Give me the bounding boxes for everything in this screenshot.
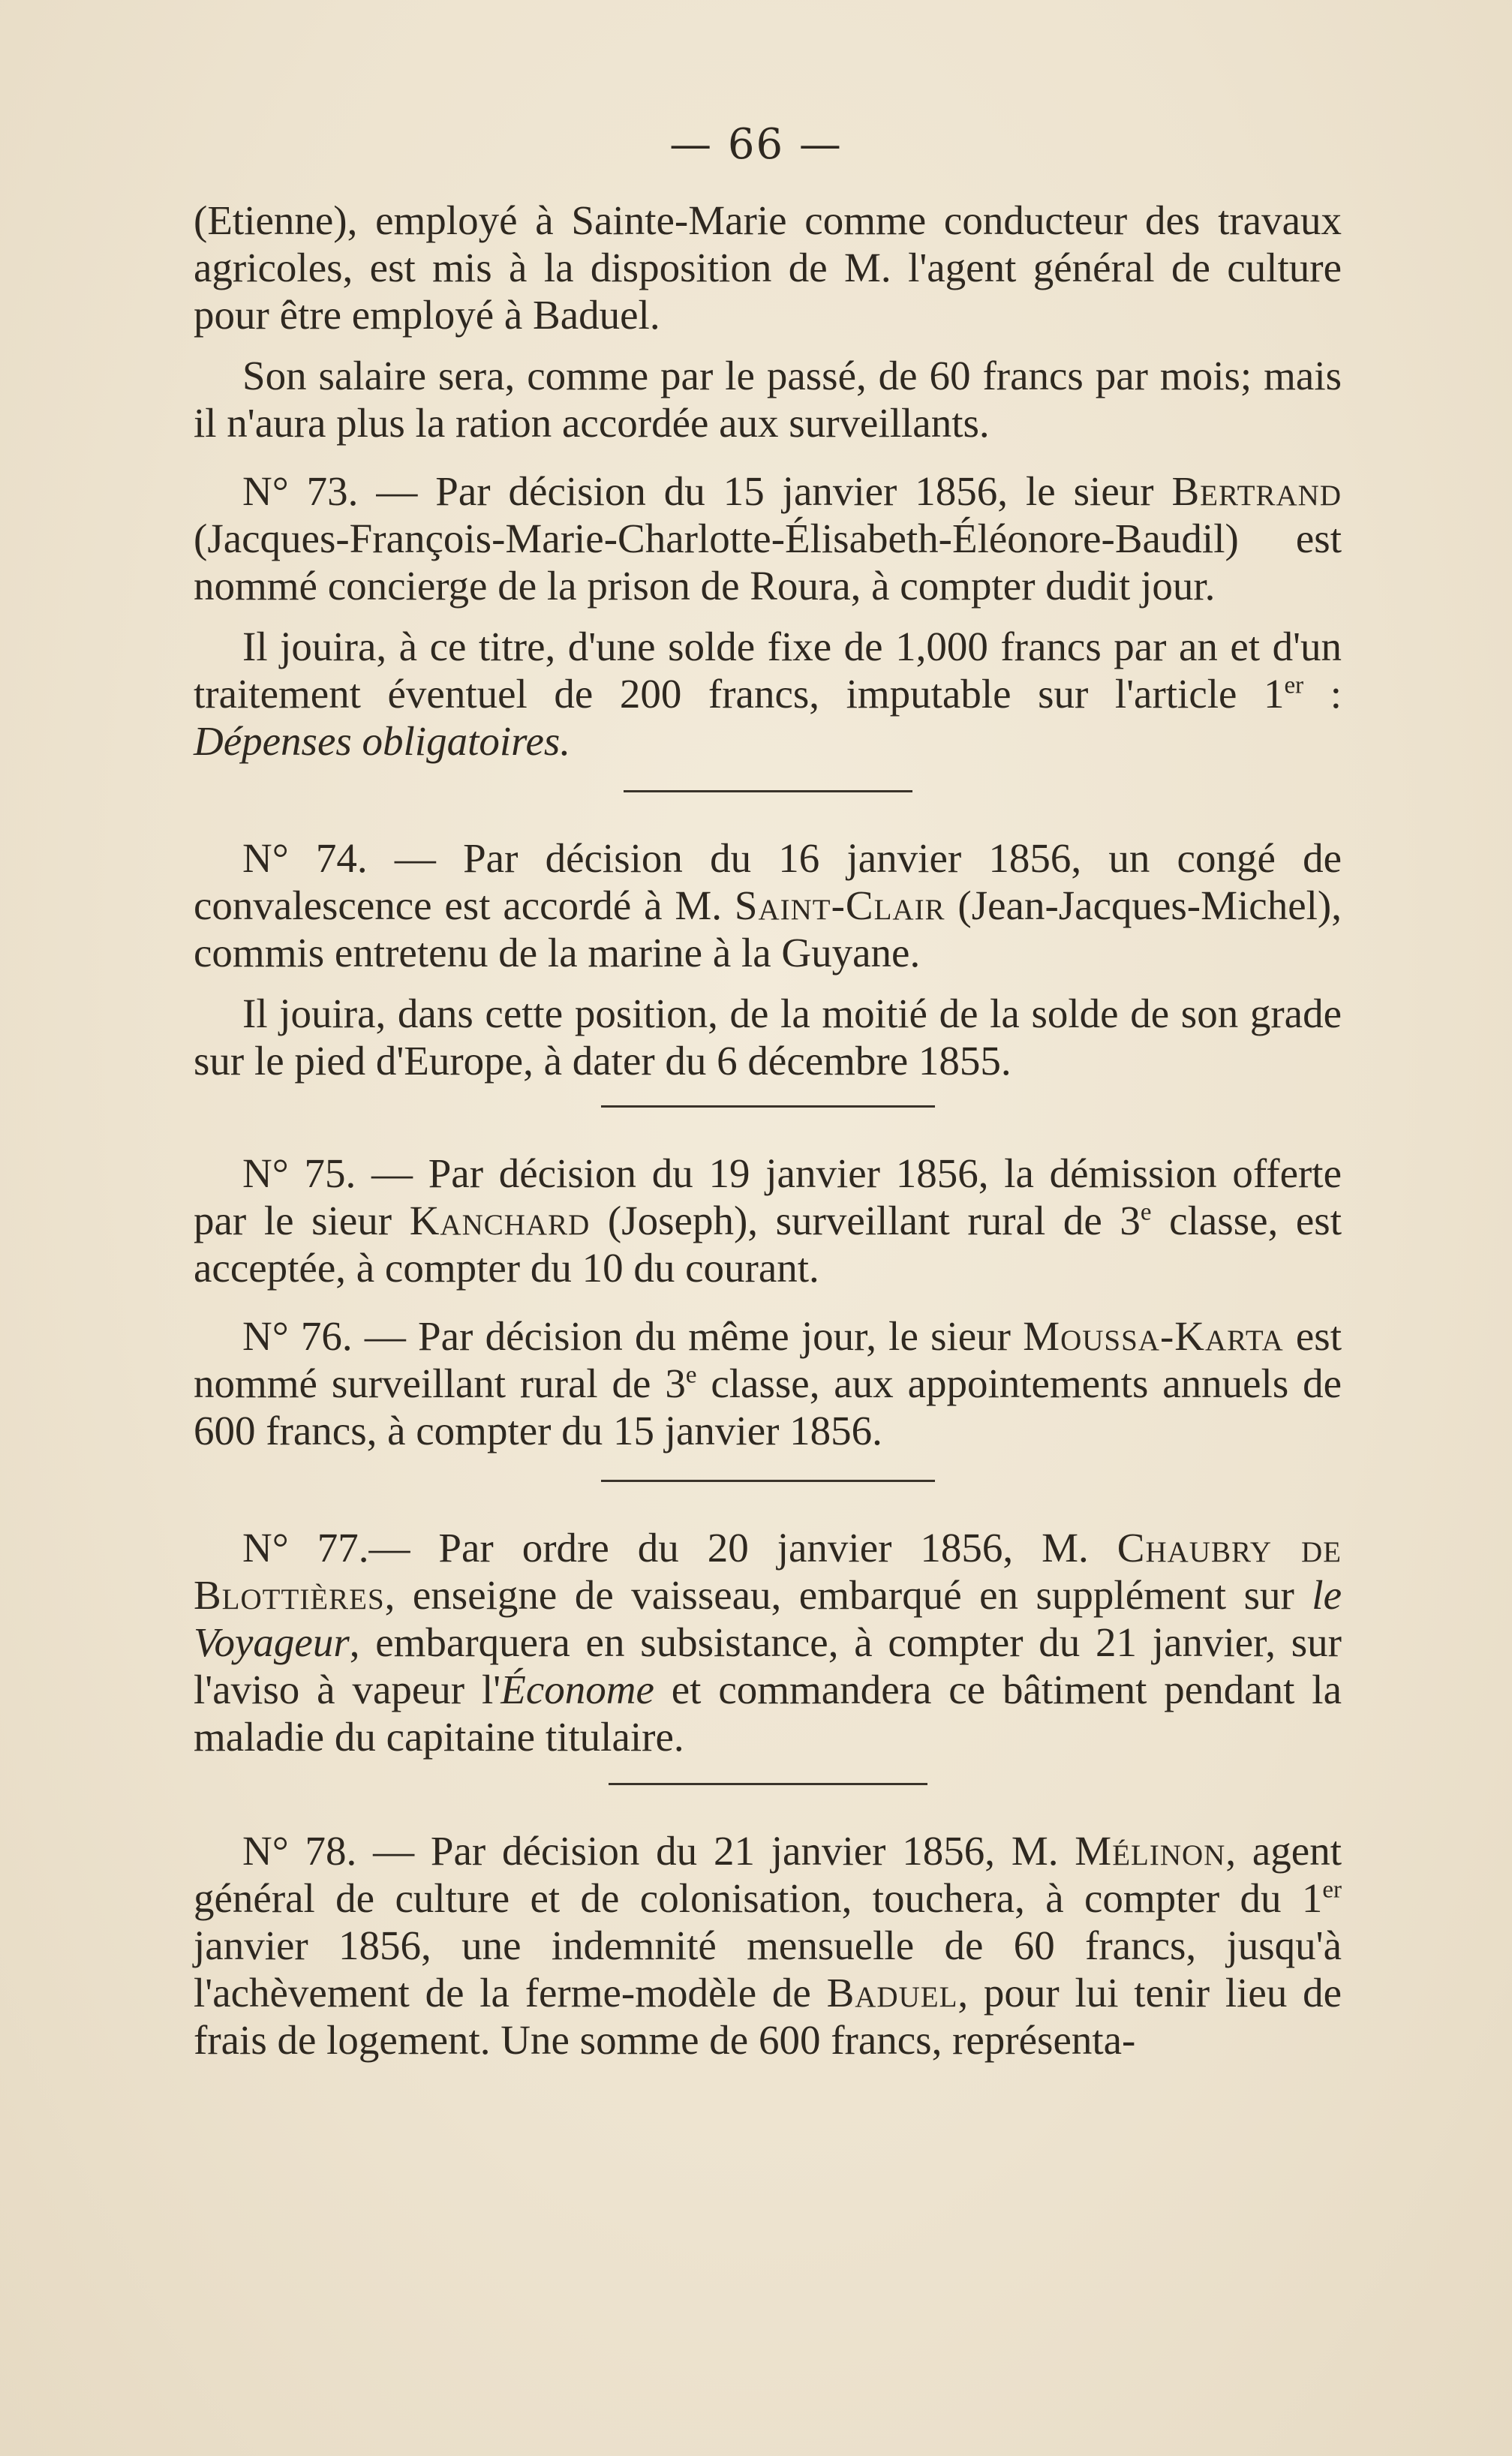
separator-rule	[601, 1105, 935, 1108]
entry-76	[194, 1312, 1342, 1454]
entry-74-text: N° 74. — Par décision du 16 janvier 1856, un congé de convalescence est accordé à M.	[194, 835, 1342, 928]
separator-rule	[601, 1480, 935, 1482]
entry-76-sup: e	[685, 1361, 697, 1389]
entry-78-text-3: janvier 1856, une indemnité mensuelle de 60 francs, jusqu'à l'achèvement de la ferme-modèle de	[194, 1922, 1342, 2016]
separator-rule	[624, 790, 912, 792]
entry-77-name: Chaubry de Blottières	[194, 1525, 1342, 1618]
entry-73-text-2: (Jacques-François-Marie-Charlotte-Élisabeth-Éléonore-Baudil) est nommé concierge de la prison de Roura, à compter dudit jour.	[194, 516, 1342, 609]
entry-73-pay-text: Il jouira, à ce titre, d'une solde fixe de 1,000 francs par an et d'un traitement éventuel de 200 francs, imputable sur l'article 1	[194, 624, 1342, 717]
entry-75-sup: e	[1140, 1198, 1152, 1226]
entry-74-name: Saint-Clair	[734, 882, 945, 928]
entry-76-text-3: classe, aux appointements annuels de 600 francs, à compter du 15 janvier 1856.	[194, 1360, 1342, 1453]
entry-78-text-2: , agent général de culture et de colonisation, touchera, à compter du 1	[194, 1828, 1342, 1921]
entry-77-text-2: , enseigne de vaisseau, embarqué en supplément sur	[384, 1572, 1312, 1618]
entry-77-text: N° 77.— Par ordre du 20 janvier 1856, M.	[242, 1525, 1117, 1571]
entry-73-pay-sup: er	[1284, 672, 1304, 699]
entry-77-ship-name-2: Économe	[500, 1667, 654, 1712]
entry-78-sup: er	[1322, 1876, 1342, 1904]
entry-77	[194, 1524, 1342, 1760]
entry-76-text: N° 76. — Par décision du même jour, le sieur	[242, 1313, 1024, 1359]
paragraph-etienne: (Etienne), employé à Sainte-Marie comme conducteur des travaux agricoles, est mis à la disposition de M. l'agent général de culture pour être employé à Baduel.	[194, 197, 1342, 338]
entry-75	[194, 1150, 1342, 1291]
entry-73-pay	[194, 623, 1342, 765]
entry-73-name: Bertrand	[1171, 468, 1342, 514]
entry-73	[194, 467, 1342, 609]
entry-75-text: N° 75. — Par décision du 19 janvier 1856, la démission offerte par le sieur	[194, 1150, 1342, 1243]
entry-75-text-2: (Joseph), surveillant rural de 3	[590, 1198, 1141, 1243]
entry-78-text: N° 78. — Par décision du 21 janvier 1856, M.	[242, 1828, 1075, 1874]
entry-74	[194, 834, 1342, 976]
page-number: — 66 —	[669, 120, 843, 169]
entry-75-text-3: classe, est acceptée, à compter du 10 du courant.	[194, 1198, 1342, 1291]
entry-76-name: Moussa-Karta	[1023, 1313, 1284, 1359]
entry-77-ship-name: le Voyageur	[194, 1572, 1342, 1665]
entry-73-pay-text-2: :	[1303, 671, 1342, 717]
entry-78-text-4: , pour lui tenir lieu de frais de logement. Une somme de 600 francs, représenta-	[194, 1970, 1342, 2063]
entry-78-place: Baduel	[826, 1970, 958, 2016]
entry-73-pay-italic: Dépenses obligatoires.	[194, 718, 571, 764]
document-body	[194, 197, 1342, 2064]
entry-74-pay: Il jouira, dans cette position, de la moitié de la solde de son grade sur le pied d'Europe, à dater du 6 décembre 1855.	[194, 991, 1342, 1084]
entry-78	[194, 1827, 1342, 2064]
paragraph-salaire: Son salaire sera, comme par le passé, de 60 francs par mois; mais il n'aura plus la ration accordée aux surveillants.	[194, 353, 1342, 446]
entry-76-text-2: est nommé surveillant rural de 3	[194, 1313, 1342, 1406]
entry-77-text-4: et commandera ce bâtiment pendant la maladie du capitaine titulaire.	[194, 1667, 1342, 1760]
entry-77-text-3: , embarquera en subsistance, à compter du 21 janvier, sur l'aviso à vapeur l'	[194, 1619, 1342, 1712]
entry-75-name: Kanchard	[409, 1198, 591, 1243]
entry-78-name: Mélinon	[1075, 1828, 1226, 1874]
separator-rule	[609, 1783, 927, 1785]
entry-73-text: N° 73. — Par décision du 15 janvier 1856, le sieur	[242, 468, 1172, 514]
entry-74-text-2: (Jean-Jacques-Michel), commis entretenu de la marine à la Guyane.	[194, 882, 1342, 975]
